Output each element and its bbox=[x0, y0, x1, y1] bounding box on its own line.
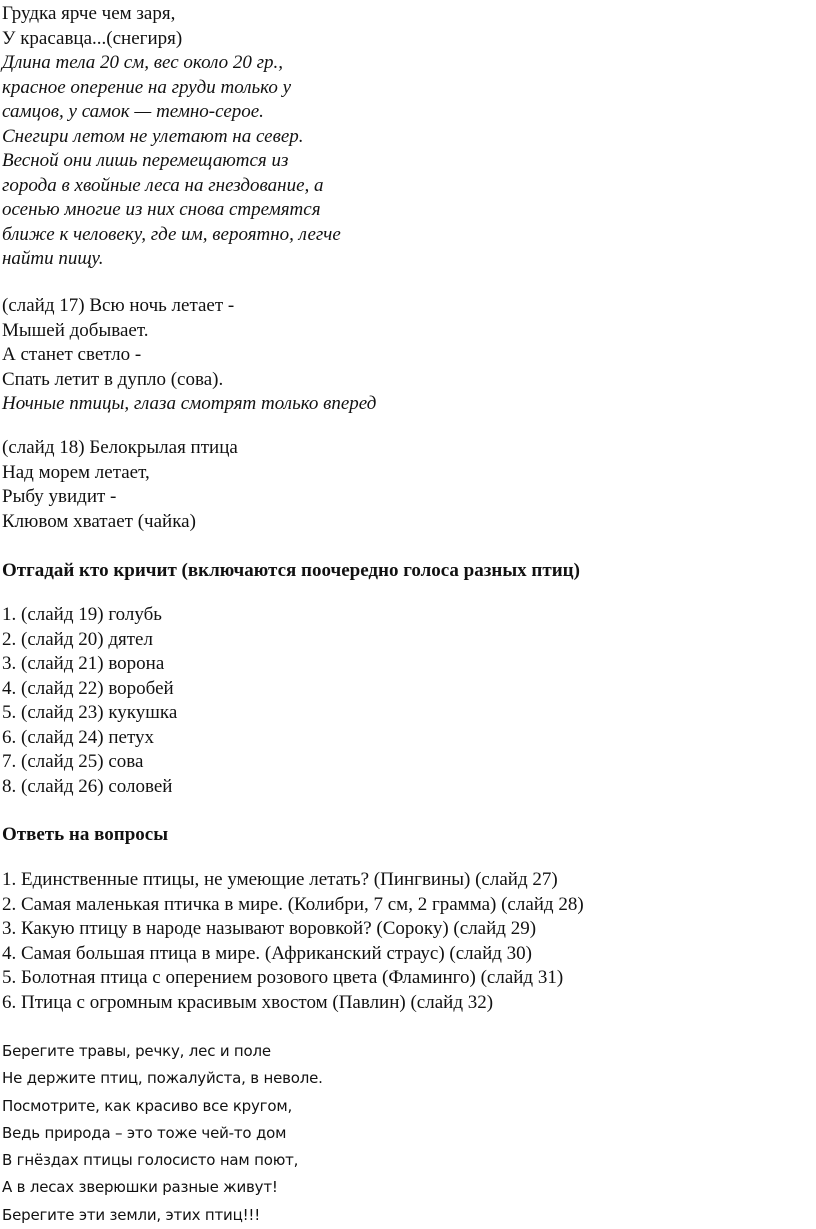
list-item: 1. Единственные птицы, не умеющие летать? (Пингвины) (слайд 27) bbox=[2, 869, 558, 890]
poem-line: Посмотрите, как красиво все кругом, bbox=[2, 1096, 293, 1115]
list-item: 4. Самая большая птица в мире. (Африканский страус) (слайд 30) bbox=[2, 942, 533, 964]
poem-line: Берегите травы, речку, лес и поле bbox=[2, 1042, 271, 1060]
list-item: 6. Птица с огромным красивым хвостом (Павлин) (слайд 32) bbox=[2, 991, 494, 1013]
poem-line: Берегите эти земли, этих птиц!!! bbox=[2, 1205, 261, 1224]
owl-note: Ночные птицы, глаза смотрят только вперед bbox=[2, 393, 377, 414]
section-heading: Отгадай кто кричит (включаются поочередно голоса разных птиц) bbox=[2, 560, 580, 581]
bullfinch-note-line: ближе к человеку, где им, вероятно, легче bbox=[2, 223, 341, 245]
list-item: 5. Болотная птица с оперением розового цвета (Фламинго) (слайд 31) bbox=[2, 967, 564, 988]
riddle-line: У красавца...(снегиря) bbox=[2, 27, 183, 49]
questions-list bbox=[2, 868, 584, 1015]
bullfinch-note-line: осенью многие из них снова стремятся bbox=[2, 199, 321, 220]
bullfinch-note-line: города в хвойные леса на гнездование, а bbox=[2, 174, 324, 196]
voices-heading bbox=[2, 559, 580, 584]
list-item: 6. (слайд 24) петух bbox=[2, 726, 154, 748]
riddle-line: Над морем летает, bbox=[2, 461, 150, 483]
list-item: 8. (слайд 26) соловей bbox=[2, 775, 173, 797]
list-item: 4. (слайд 22) воробей bbox=[2, 677, 174, 699]
list-item: 3. Какую птицу в народе называют воровкой? (Сороку) (слайд 29) bbox=[2, 918, 537, 939]
riddle-line: (слайд 18) Белокрылая птица bbox=[2, 437, 238, 458]
list-item: 3. (слайд 21) ворона bbox=[2, 653, 165, 674]
poem-line: Ведь природа – это тоже чей-то дом bbox=[2, 1123, 287, 1142]
riddle-line: Спать летит в дупло (сова). bbox=[2, 368, 224, 390]
voices-list bbox=[2, 603, 177, 799]
list-item: 2. Самая маленькая птичка в мире. (Колибри, 7 см, 2 грамма) (слайд 28) bbox=[2, 893, 584, 915]
riddle-owl bbox=[2, 294, 376, 417]
bullfinch-note-line: красное оперение на груди только у bbox=[2, 76, 292, 98]
riddle-bullfinch bbox=[2, 2, 341, 272]
questions-heading bbox=[2, 823, 168, 848]
list-item: 7. (слайд 25) сова bbox=[2, 751, 144, 772]
closing-poem bbox=[2, 1038, 323, 1229]
list-item: 5. (слайд 23) кукушка bbox=[2, 702, 178, 723]
poem-line: А в лесах зверюшки разные живут! bbox=[2, 1178, 278, 1197]
riddle-line: Клювом хватает (чайка) bbox=[2, 510, 196, 532]
bullfinch-note-line: найти пищу. bbox=[2, 248, 104, 269]
riddle-line: Мышей добывает. bbox=[2, 319, 149, 341]
riddle-line: (слайд 17) Всю ночь летает - bbox=[2, 295, 235, 316]
riddle-gull bbox=[2, 436, 238, 534]
riddle-line: Грудка ярче чем заря, bbox=[2, 3, 176, 24]
riddle-line: Рыбу увидит - bbox=[2, 486, 117, 507]
bullfinch-note-line: самцов, у самок — темно-серое. bbox=[2, 101, 264, 122]
list-item: 2. (слайд 20) дятел bbox=[2, 628, 153, 650]
list-item: 1. (слайд 19) голубь bbox=[2, 604, 162, 625]
poem-line: В гнёздах птицы голосисто нам поют, bbox=[2, 1151, 299, 1170]
riddle-line: А станет светло - bbox=[2, 344, 142, 365]
section-heading: Ответь на вопросы bbox=[2, 824, 169, 845]
bullfinch-note-line: Снегири летом не улетают на север. bbox=[2, 125, 304, 147]
poem-line: Не держите птиц, пожалуйста, в неволе. bbox=[2, 1069, 323, 1088]
bullfinch-note-line: Длина тела 20 см, вес около 20 гр., bbox=[2, 52, 284, 73]
bullfinch-note-line: Весной они лишь перемещаются из bbox=[2, 150, 289, 171]
